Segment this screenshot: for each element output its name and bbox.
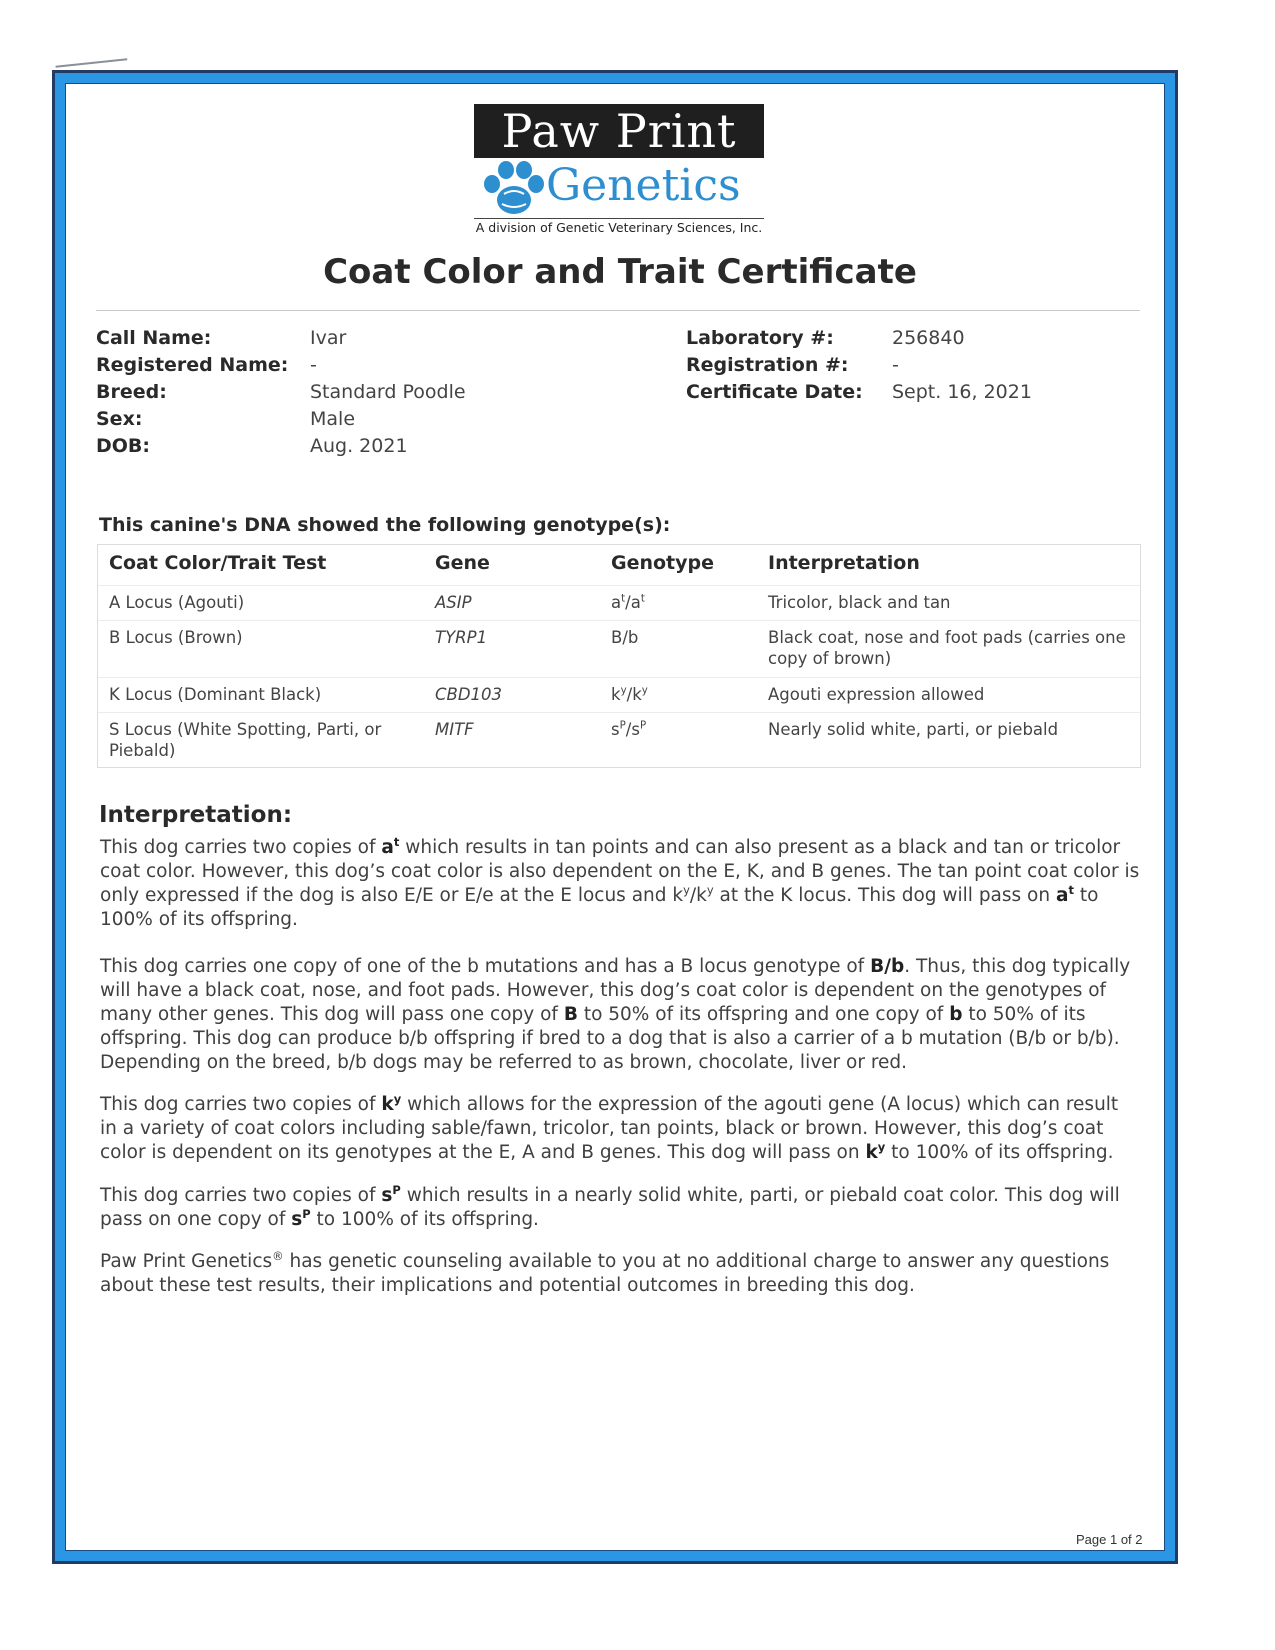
page-number: Page 1 of 2	[1076, 1532, 1143, 1547]
breed-label: Breed:	[96, 381, 167, 403]
interpretation-cell: Nearly solid white, parti, or piebald	[768, 720, 1059, 739]
interpretation-paragraph-b-locus: This dog carries one copy of one of the b mutations and has a B locus genotype of B/b. Thus, this dog typically will have a black coat, nose, and foot pads. However, this dog’s coat color is dependent on the genotypes of many other genes. This dog will pass one copy of B to 50% of its offspring and one copy of b to 50% of its offspring. This dog can produce b/b offspring if bred to a dog that is also a carrier of a b mutation (B/b or b/b). Depending on the breed, b/b dogs may be referred to as brown, chocolate, liver or red.	[100, 956, 1131, 1073]
interpretation-cell: Tricolor, black and tan	[768, 593, 951, 612]
genotype-cell: $a^t/a^t$	[611, 593, 645, 612]
test-cell: A Locus (Agouti)	[109, 593, 245, 612]
laboratory-number-label: Laboratory #:	[686, 327, 834, 349]
sex-label: Sex:	[96, 408, 143, 430]
interpretation-paragraph-a-locus: This dog carries two copies of $a^t$ which results in tan points and can also present as a black and tan or tricolor coat color. However, this dog’s coat color is also dependent on the E, K, and B genes. The tan point coat color is only expressed if the dog is also E/E or E/e at the E locus and $k^y/k^y$ at the K locus. This dog will pass on $a^t$ to 100% of its offspring.	[100, 834, 1140, 930]
registered-name-value: -	[310, 354, 317, 376]
header-gene: Gene	[435, 552, 490, 574]
test-cell: S Locus (White Spotting, Parti, or Piebald)	[109, 720, 382, 760]
test-cell: B Locus (Brown)	[109, 628, 243, 647]
sex-value: Male	[310, 408, 356, 430]
header-interpretation: Interpretation	[768, 552, 920, 574]
test-cell: K Locus (Dominant Black)	[109, 685, 322, 704]
registration-number-value: -	[892, 354, 899, 376]
certificate-date-label: Certificate Date:	[686, 381, 863, 403]
genotype-table	[97, 544, 1141, 768]
dob-label: DOB:	[96, 435, 151, 457]
genotype-cell: B/b	[611, 628, 639, 647]
interpretation-paragraph-s-locus: This dog carries two copies of $s^P$ which results in a nearly solid white, parti, or piebald coat color. This dog will pass on one copy of $s^P$ to 100% of its offspring.	[100, 1182, 1120, 1230]
table-row	[98, 586, 1140, 621]
gene-cell: MITF	[435, 720, 474, 739]
page-title: Coat Color and Trait Certificate	[323, 252, 917, 292]
registered-name-label: Registered Name:	[96, 354, 289, 376]
paw-icon	[478, 158, 548, 220]
genetic-counseling-paragraph: Paw Print Genetics® has genetic counseling available to you at no additional charge to answer any questions about these test results, their implications and potential outcomes in breeding this dog.	[100, 1248, 1110, 1296]
interpretation-cell: Black coat, nose and foot pads (carries one copy of brown)	[768, 628, 1126, 668]
genotype-cell: $k^y/k^y$	[611, 685, 648, 704]
title-divider	[96, 310, 1140, 311]
gene-cell: ASIP	[435, 593, 472, 612]
registration-number-label: Registration #:	[686, 354, 849, 376]
call-name-value: Ivar	[310, 327, 347, 349]
table-header-row	[98, 545, 1140, 586]
logo-line1: Paw Print	[474, 104, 764, 158]
dob-value: Aug. 2021	[310, 435, 408, 457]
interpretation-paragraph-k-locus: This dog carries two copies of $k^y$ which allows for the expression of the agouti gene (A locus) which can result in a variety of coat colors including sable/fawn, tricolor, tan points, black or brown. However, this dog’s coat color is dependent on its genotypes at the E, A and B genes. This dog will pass on $k^y$ to 100% of its offspring.	[100, 1091, 1119, 1163]
header-test: Coat Color/Trait Test	[109, 552, 327, 574]
breed-value: Standard Poodle	[310, 381, 466, 403]
table-row	[98, 713, 1140, 767]
paw-print-genetics-logo	[474, 104, 764, 235]
call-name-label: Call Name:	[96, 327, 212, 349]
gene-cell: TYRP1	[435, 628, 488, 647]
logo-line2: Genetics	[546, 160, 741, 211]
table-row	[98, 678, 1140, 713]
genotype-intro: This canine's DNA showed the following genotype(s):	[99, 514, 671, 536]
header-genotype: Genotype	[611, 552, 715, 574]
interpretation-heading: Interpretation:	[99, 802, 293, 828]
interpretation-cell: Agouti expression allowed	[768, 685, 985, 704]
logo-subtitle: A division of Genetic Veterinary Sciences, Inc.	[475, 220, 763, 235]
laboratory-number-value: 256840	[892, 327, 965, 349]
genotype-cell: $s^P/s^P$	[611, 720, 647, 739]
table-row	[98, 621, 1140, 678]
certificate-date-value: Sept. 16, 2021	[892, 381, 1032, 403]
gene-cell: CBD103	[435, 685, 503, 704]
